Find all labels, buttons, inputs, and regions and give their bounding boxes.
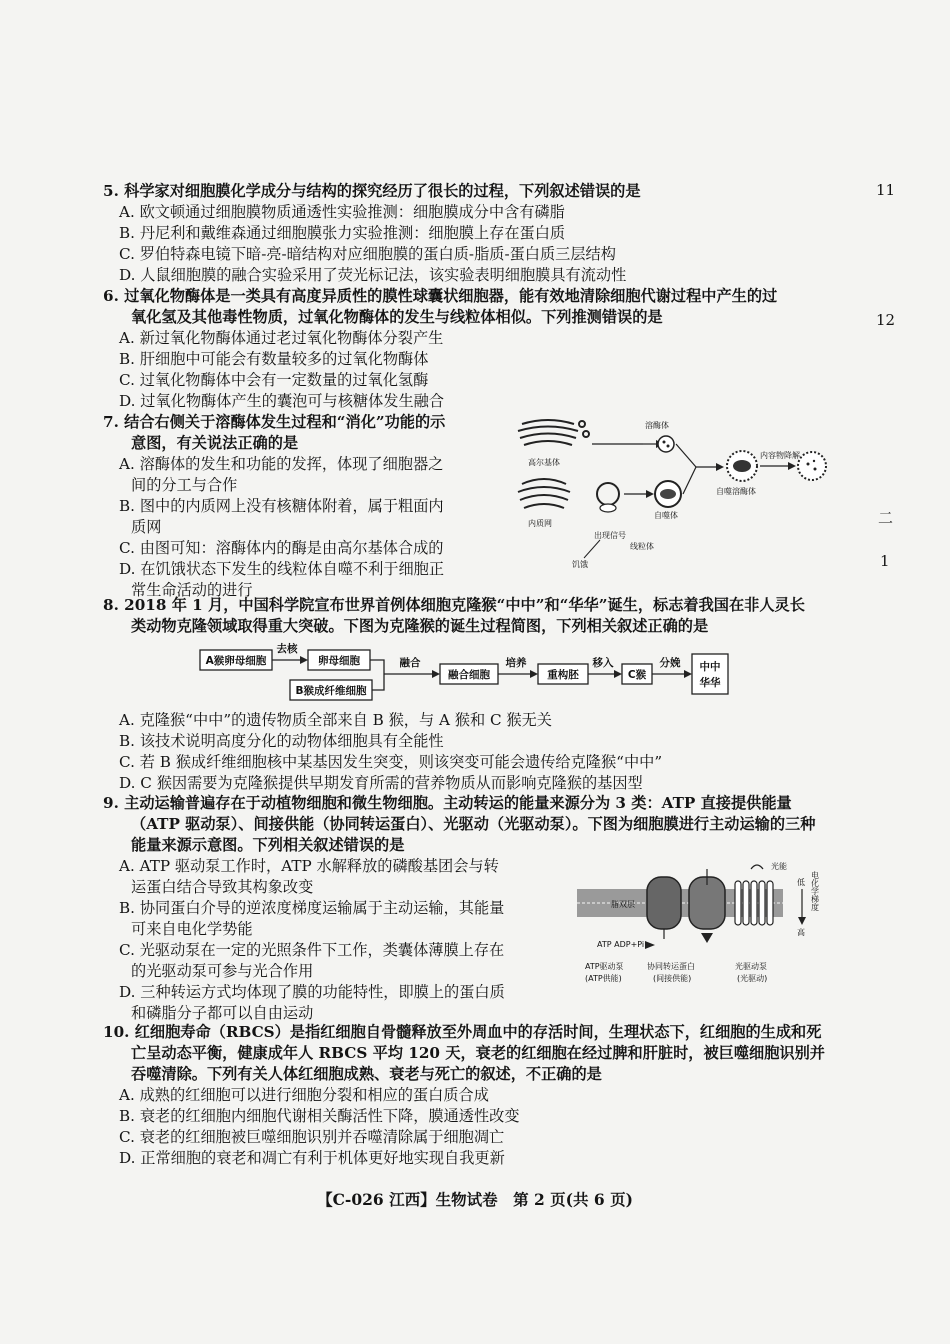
question-8-options (103, 710, 662, 794)
embryo-label: 重构胚 (547, 669, 579, 681)
option-b: B. 丹尼利和戴维森通过细胞膜张力实验推测：细胞膜上存在蛋白质 (119, 224, 566, 242)
flow-arrow (676, 444, 696, 467)
mitochondrion-icon (600, 504, 616, 512)
option-c: C. 衰老的红细胞被巨噬细胞识别并吞噬清除属于细胞凋亡 (119, 1128, 505, 1146)
atp-pump-label: ATP驱动泵 (585, 962, 624, 971)
degraded-vesicle-icon (798, 452, 826, 480)
question-6 (103, 286, 777, 412)
option-d: D. 人鼠细胞膜的融合实验采用了荧光标记法，该实验表明细胞膜具有流动性 (119, 266, 627, 284)
gradient-label: 电化学梯度 (810, 871, 820, 911)
option-d: D. 在饥饿状态下发生的线粒体自噬不利于细胞正 (119, 560, 445, 578)
option-a-cont: 运蛋白结合导致其构象改变 (131, 878, 314, 896)
fragment-dot (814, 468, 817, 471)
option-c: C. 若 B 猴成纤维细胞核中某基因发生突变，则该突变可能会遗传给克隆猴“中中” (119, 753, 663, 771)
option-a-cont: 间的分工与合作 (131, 476, 238, 494)
fragment-dot (813, 460, 815, 462)
cotransport-label: 协同转运蛋白 (647, 962, 695, 971)
bilayer-label: 脂双层 (611, 900, 635, 909)
result-label-1: 中中 (699, 661, 721, 673)
light-pump-label: 光驱动泵 (735, 962, 767, 971)
isolation-membrane-icon (597, 483, 619, 505)
option-d: D. C 猴因需要为克隆猴提供早期发育所需的营养物质从而影响克隆猴的基因型 (119, 774, 643, 792)
arrow-head (646, 490, 654, 498)
option-c-cont: 的光驱动泵可参与光合作用 (131, 962, 314, 980)
pump-arrow-head (645, 941, 655, 949)
signal-label: 出现信号 (594, 531, 626, 540)
option-c: C. 由图可知：溶酶体内的酶是由高尔基体合成的 (119, 539, 444, 557)
fused-label: 融合细胞 (448, 669, 490, 681)
option-b: B. 肝细胞中可能会有数量较多的过氧化物酶体 (119, 350, 429, 368)
margin-number: 11 (876, 181, 896, 199)
cotransport-sub: (间接供能) (653, 974, 692, 983)
question-stem: 6. 过氧化物酶体是一类具有高度异质性的膜性球囊状细胞器，能有效地清除细胞代谢过程中产生的过 (103, 287, 778, 305)
c-monkey-label: C猴 (627, 669, 647, 681)
question-7 (103, 412, 445, 601)
cotransport-arrow-head (701, 933, 713, 943)
arrow-head (614, 670, 622, 678)
flow-arrow (584, 540, 600, 558)
culture-label: 培养 (505, 657, 527, 669)
a-egg-label: A猴卵母细胞 (205, 655, 267, 667)
option-a: A. 欧文顿通过细胞膜物质通透性实验推测：细胞膜成分中含有磷脂 (119, 203, 565, 221)
question-stem-cont: 氧化氢及其他毒性物质，过氧化物酶体的发生与线粒体相似。下列推测错误的是 (131, 308, 663, 326)
option-d-cont: 和磷脂分子都可以自由运动 (131, 1004, 314, 1022)
page-footer: 【C-026 江西】生物试卷 第 2 页(共 6 页) (317, 1190, 633, 1209)
light-pump-icon (735, 881, 773, 925)
option-b-cont: 质网 (131, 518, 162, 536)
option-c: C. 罗伯特森电镜下暗-亮-暗结构对应细胞膜的蛋白质-脂质-蛋白质三层结构 (119, 245, 616, 263)
hunger-label: 饥饿 (572, 560, 588, 569)
option-a: A. 成熟的红细胞可以进行细胞分裂和相应的蛋白质合成 (119, 1086, 489, 1104)
option-d-cont: 常生命活动的进行 (131, 581, 253, 599)
question-stem-cont: 意图，有关说法正确的是 (131, 434, 299, 452)
high-label: 高 (797, 928, 805, 937)
mito-label: 线粒体 (630, 542, 654, 551)
question-8 (103, 595, 805, 637)
flow-arrow (683, 467, 696, 494)
atp-pump-sub: (ATP供能) (585, 974, 622, 983)
lysosome-icon (658, 436, 674, 452)
option-d: D. 三种转运方式均体现了膜的功能特性，即膜上的蛋白质 (119, 983, 505, 1001)
option-a: A. ATP 驱动泵工作时，ATP 水解释放的磷酸基团会与转 (119, 857, 499, 875)
arrow-head (684, 670, 692, 678)
fragment-dot (807, 463, 810, 466)
arrow-head (300, 656, 308, 664)
light-pump-sub: (光驱动) (737, 974, 768, 983)
option-a: A. 溶酶体的发生和功能的发挥，体现了细胞器之 (119, 455, 444, 473)
enzyme-dot (667, 445, 670, 448)
option-b-cont: 可来自电化学势能 (131, 920, 253, 938)
margin-number: 二 (878, 509, 894, 527)
option-b: B. 图中的内质网上没有核糖体附着，属于粗面内 (119, 497, 444, 515)
option-d: D. 正常细胞的衰老和凋亡有利于机体更好地实现自我更新 (119, 1149, 505, 1167)
arrow-head (530, 670, 538, 678)
light-label: 光能 (771, 862, 787, 871)
low-label: 低 (797, 878, 805, 887)
question-stem: 5. 科学家对细胞膜化学成分与结构的探究经历了很长的过程，下列叙述错误的是 (103, 182, 641, 200)
arrow-head (716, 463, 724, 471)
option-b: B. 协同蛋白介导的逆浓度梯度运输属于主动运输，其能量 (119, 899, 505, 917)
result-label-2: 华华 (699, 677, 721, 689)
option-a: A. 克隆猴“中中”的遗传物质全部来自 B 猴，与 A 猴和 C 猴无关 (119, 711, 552, 729)
question-stem: 8. 2018 年 1 月，中国科学院宣布世界首例体细胞克隆猴“中中”和“华华”诞生，标志着我国在非人灵长 (103, 596, 805, 614)
fuse-label: 融合 (399, 657, 421, 669)
question-stem-cont: 类动物克隆领域取得重大突破。下图为克隆猴的诞生过程简图，下列相关叙述正确的是 (131, 617, 709, 635)
margin-number: 12 (876, 311, 896, 329)
lysosome-diagram (508, 412, 838, 570)
question-5 (103, 181, 641, 286)
membrane-transport-diagram (575, 855, 845, 995)
autolysosome-label: 自噬溶酶体 (716, 487, 756, 496)
light-ray (751, 865, 763, 869)
transfer-label: 移入 (592, 657, 614, 669)
oocyte-label: 卵母细胞 (318, 655, 360, 667)
autophagosome-label: 自噬体 (654, 511, 678, 520)
er-label: 内质网 (528, 519, 552, 528)
question-stem: 9. 主动运输普遍存在于动植物细胞和微生物细胞。主动转运的能量来源分为 3 类：ATP 直接提供能量 (103, 794, 792, 812)
option-d: D. 过氧化物酶体产生的囊泡可与核糖体发生融合 (119, 392, 445, 410)
question-stem-cont: 吞噬清除。下列有关人体红细胞成熟、衰老与死亡的叙述，不正确的是 (131, 1065, 602, 1083)
option-c: C. 过氧化物酶体中会有一定数量的过氧化氢酶 (119, 371, 429, 389)
cloning-flowchart (198, 640, 738, 702)
question-stem: 10. 红细胞寿命（RBCS）是指红细胞自骨髓释放至外周血中的存活时间，生理状态下，红细胞的生成和死 (103, 1023, 822, 1041)
option-a: A. 新过氧化物酶体通过老过氧化物酶体分裂产生 (119, 329, 444, 347)
remove-label: 去核 (276, 643, 298, 655)
question-stem-cont: （ATP 驱动泵）、间接供能（协同转运蛋白）、光驱动（光驱动泵）。下图为细胞膜进行主动运输的三种 (131, 815, 816, 833)
gradient-arrow-head (798, 917, 806, 925)
degrade-label: 内容物降解 (760, 451, 800, 460)
atp-label: ATP ADP+Pi (597, 940, 645, 949)
question-10 (103, 1022, 825, 1169)
content-icon (733, 460, 751, 472)
question-stem-cont: 能量来源示意图。下列相关叙述错误的是 (131, 836, 405, 854)
er-icon (518, 479, 570, 508)
mitochondrion-inner-icon (660, 489, 676, 499)
golgi-label: 高尔基体 (528, 458, 560, 467)
option-c: C. 光驱动泵在一定的光照条件下工作，类囊体薄膜上存在 (119, 941, 505, 959)
birth-label: 分娩 (659, 657, 681, 669)
margin-number: 1 (880, 552, 890, 570)
b-cell-label: B猴成纤维细胞 (295, 685, 367, 697)
arrow-head (432, 670, 440, 678)
lysosome-label: 溶酶体 (645, 421, 669, 430)
option-b: B. 衰老的红细胞内细胞代谢相关酶活性下降，膜通透性改变 (119, 1107, 520, 1125)
golgi-icon (518, 420, 589, 445)
atp-pump-icon (647, 877, 681, 929)
arrow-head (788, 462, 796, 470)
question-stem-cont: 亡呈动态平衡，健康成年人 RBCS 平均 120 天，衰老的红细胞在经过脾和肝脏时，被巨噬细胞识别并 (131, 1044, 825, 1062)
enzyme-dot (663, 441, 666, 444)
question-stem: 7. 结合右侧关于溶酶体发生过程和“消化”功能的示 (103, 413, 446, 431)
option-b: B. 该技术说明高度分化的动物体细胞具有全能性 (119, 732, 444, 750)
